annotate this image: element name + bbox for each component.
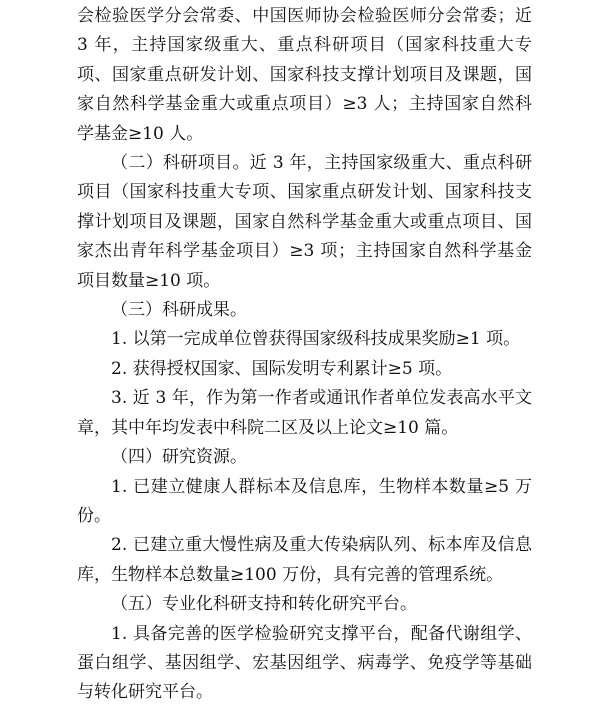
item-national-award: 1. 以第一完成单位曾获得国家级科技成果奖励≥1 项。 <box>111 329 521 350</box>
paragraph-research-projects: （二）科研项目。近 3 年，主持国家级重大、重点科研项目（国家科技重大专项、国家重点研发计划、国家科技支撑计划项目及课题，国家自然科学基金重大或重点项目、国家杰出青年科学基金项目）≥3 项；主持国家自然科学基金项目数量≥10 项。 <box>77 153 532 291</box>
item-healthy-population-biobank: 1. 已建立健康人群标本及信息库，生物样本数量≥5 万份。 <box>77 476 532 526</box>
paragraph-requirements-continued: 会检验医学分会常委、中国医师协会检验医师分会常委；近 3 年，主持国家级重大、重点科研项目（国家科技重大专项、国家重点研发计划、国家科技支撑计划项目及课题，国家自然科学基金重大或重点项目）≥3 人；主持国家自然科学基金≥10 人。 <box>77 6 532 144</box>
heading-research-resources: （四）研究资源。 <box>111 447 247 468</box>
item-high-level-papers: 3. 近 3 年，作为第一作者或通讯作者单位发表高水平文章，其中年均发表中科院二区及以上论文≥10 篇。 <box>77 388 532 438</box>
item-disease-cohort-biobank: 2. 已建立重大慢性病及重大传染病队列、标本库及信息库，生物样本总数量≥100 万份，具有完善的管理系统。 <box>77 535 532 585</box>
item-invention-patents: 2. 获得授权国家、国际发明专利累计≥5 项。 <box>111 358 453 379</box>
document-body <box>77 2 532 708</box>
heading-research-achievements: （三）科研成果。 <box>111 300 247 321</box>
heading-research-platform: （五）专业化科研支持和转化研究平台。 <box>111 594 417 615</box>
item-research-support-platform: 1. 具备完善的医学检验研究支撑平台，配备代谢组学、蛋白组学、基因组学、宏基因组学、病毒学、免疫学等基础与转化研究平台。 <box>77 623 532 703</box>
